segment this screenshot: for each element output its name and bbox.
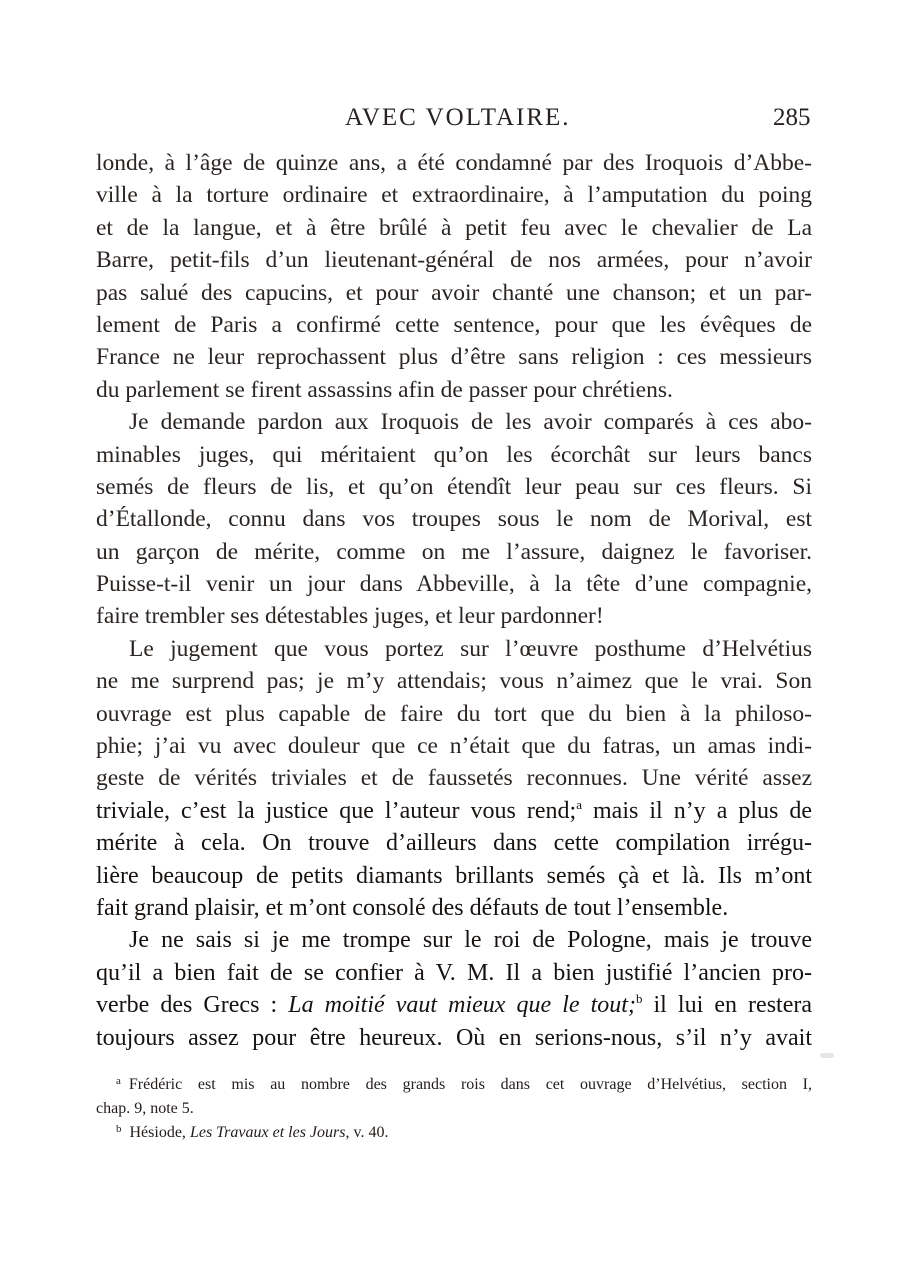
footnotes	[96, 1073, 812, 1145]
text-line: geste de vérités triviales et de faussetés reconnues. Une vérité assez	[96, 765, 812, 792]
text-line: londe, à l’âge de quinze ans, a été condamné par des Iroquois d’Abbe-	[96, 150, 812, 176]
text-line: un garçon de mérite, comme on me l’assure, daignez le favoriser.	[96, 538, 812, 565]
footnote-author: Hésiode,	[129, 1124, 186, 1141]
text-segment: il lui en restera	[653, 992, 813, 1019]
text-line: et de la langue, et à être brûlé à petit feu avec le chevalier de La	[96, 214, 812, 241]
text-line: Barre, petit-fils d’un lieutenant-général de nos armées, pour n’avoir	[96, 247, 812, 274]
footnote-b	[96, 1121, 812, 1145]
text-line: qu’il a bien fait de se confier à V. M. Il a bien justifié l’ancien pro-	[96, 959, 812, 986]
text-line: du parlement se firent assassins afin de passer pour chrétiens.	[96, 376, 673, 403]
text-line	[96, 795, 812, 827]
text-line: semés de fleurs de lis, et qu’on étendît leur peau sur ces fleurs. Si	[96, 473, 812, 500]
text-line: lement de Paris a confirmé cette sentence, pour que les évêques de	[96, 311, 812, 338]
text-segment: verbe des Grecs :	[96, 992, 278, 1019]
footnote-letter-b: b	[116, 1123, 122, 1135]
footnote-work-title: Les Travaux et les Jours	[189, 1124, 346, 1141]
text-segment: triviale, c’est la justice que l’auteur vous rend;	[96, 797, 577, 824]
text-line: toujours assez pour être heureux. Où en serions-nous, s’il n’y avait	[96, 1024, 812, 1051]
text-line: minables juges, qui méritaient qu’on les écorchât sur leurs bancs	[96, 441, 812, 468]
text-line: d’Étallonde, connu dans vos troupes sous le nom de Morival, est	[96, 506, 812, 533]
footnote-mark-b: b	[635, 991, 643, 1007]
text-line: ne me surprend pas; je m’y attendais; vous n’aimez que le vrai. Son	[96, 668, 812, 695]
text-line: France ne leur reprochassent plus d’être sans religion : ces messieurs	[96, 344, 812, 371]
text-line: Je demande pardon aux Iroquois de les avoir comparés à ces abo-	[129, 409, 812, 436]
text-line: pas salué des capucins, et pour avoir chanté une chanson; et un par-	[96, 279, 812, 306]
text-line: Je ne sais si je me trompe sur le roi de Pologne, mais je trouve	[129, 927, 812, 954]
footnote-reference: , v. 40.	[345, 1124, 389, 1141]
running-title: AVEC VOLTAIRE.	[345, 104, 571, 131]
text-line: lière beaucoup de petits diamants brillants semés çà et là. Ils m’ont	[96, 862, 812, 889]
text-line: Puisse-t-il venir un jour dans Abbeville, à la tête d’une compagnie,	[96, 571, 812, 598]
text-segment: mais il n’y a plus de	[593, 797, 813, 824]
paper-smudge	[820, 1053, 834, 1058]
text-line: phie; j’ai vu avec douleur que ce n’était que du fatras, un amas indi-	[96, 733, 812, 760]
footnote-mark-a: a	[576, 796, 582, 812]
text-line: mérite à cela. On trouve d’ailleurs dans cette compilation irrégu-	[96, 830, 812, 857]
text-line	[96, 989, 812, 1021]
text-line: ouvrage est plus capable de faire du tort que du bien à la philoso-	[96, 700, 812, 727]
page-number: 285	[773, 104, 811, 131]
footnote-text: Frédéric est mis au nombre des grands rois dans cet ouvrage d’Helvétius, section I,	[128, 1076, 812, 1093]
running-head	[0, 104, 900, 144]
quoted-proverb: La moitié vaut mieux que le tout;	[288, 992, 636, 1019]
footnote-a-continued: chap. 9, note 5.	[96, 1100, 194, 1117]
footnote-a	[96, 1073, 812, 1097]
footnote-letter-a: a	[116, 1075, 121, 1087]
text-line: faire trembler ses détestables juges, et leur pardonner!	[96, 603, 604, 630]
body-text	[96, 147, 812, 1054]
text-line: fait grand plaisir, et m’ont consolé des défauts de tout l’ensemble.	[96, 894, 729, 921]
text-line: ville à la torture ordinaire et extraordinaire, à l’amputation du poing	[96, 182, 812, 209]
text-line: Le jugement que vous portez sur l’œuvre posthume d’Helvétius	[129, 635, 812, 662]
